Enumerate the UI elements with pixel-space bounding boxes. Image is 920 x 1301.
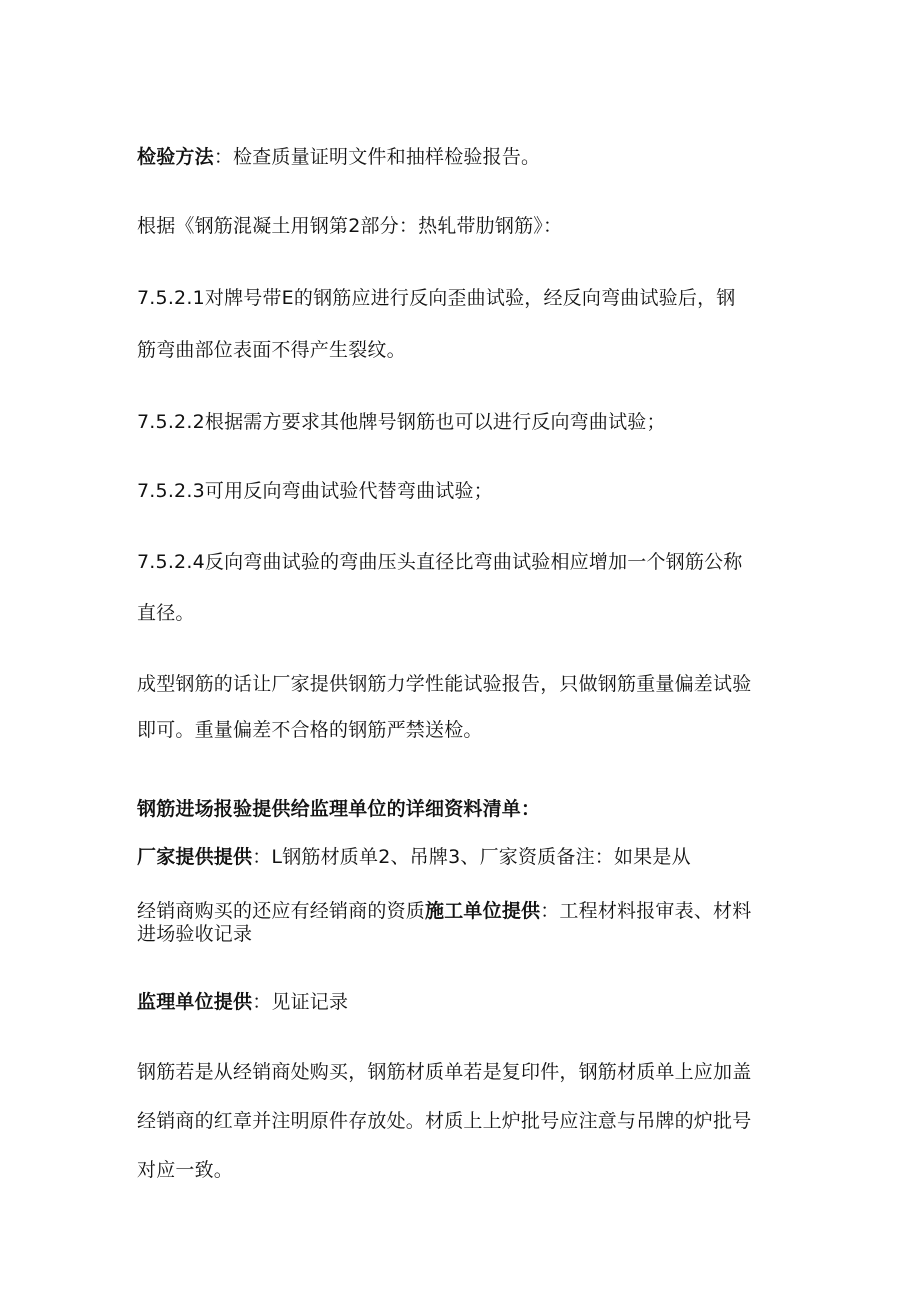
inspection-method-label: 检验方法 <box>137 146 214 168</box>
clause-7523: 7.5.2.3可用反向弯曲试验代替弯曲试验； <box>137 480 493 502</box>
manufacturer-text: ：L钢筋材质单2、吊牌3、厂家资质备注：如果是从 <box>252 846 691 868</box>
supervisor-label: 监理单位提供 <box>137 991 253 1013</box>
manufacturer-line <box>137 845 797 869</box>
contractor-text: ：工程材料报审表、材料 <box>540 900 752 922</box>
formed-rebar-line2: 即可。重量偏差不合格的钢筋严禁送检。 <box>137 719 483 741</box>
clause-7524-line1: 7.5.2.4反向弯曲试验的弯曲压头直径比弯曲试验相应增加一个钢筋公称 <box>137 551 743 573</box>
dealer-note-line2: 经销商的红章并注明原件存放处。材质上上炉批号应注意与吊牌的炉批号 <box>137 1110 752 1132</box>
formed-rebar-line1: 成型钢筋的话让厂家提供钢筋力学性能试验报告，只做钢筋重量偏差试验 <box>137 673 752 695</box>
inspection-method-text: ：检查质量证明文件和抽样检验报告。 <box>213 146 541 168</box>
manufacturer-label: 厂家提供提供 <box>137 846 253 868</box>
clause-7521-line1: 7.5.2.1对牌号带E的钢筋应进行反向歪曲试验，经反向弯曲试验后，钢 <box>137 287 736 309</box>
contractor-text-line2: 进场验收记录 <box>137 923 253 945</box>
supervisor-text: ：见证记录 <box>252 991 349 1013</box>
dealer-contractor-line <box>137 899 797 923</box>
clause-7522: 7.5.2.2根据需方要求其他牌号钢筋也可以进行反向弯曲试验； <box>137 411 666 433</box>
supervisor-line <box>137 990 797 1014</box>
inspection-method-line <box>137 145 797 169</box>
material-list-heading: 钢筋进场报验提供给监理单位的详细资料清单： <box>137 798 541 820</box>
dealer-note-line3: 对应一致。 <box>137 1159 234 1181</box>
clause-7521-line2: 筋弯曲部位表面不得产生裂纹。 <box>137 339 406 361</box>
contractor-label: 施工单位提供 <box>425 900 541 922</box>
dealer-note-line1: 钢筋若是从经销商处购买，钢筋材质单若是复印件，钢筋材质单上应加盖 <box>137 1061 752 1083</box>
dealer-qualification-text: 经销商购买的还应有经销商的资质 <box>137 900 426 922</box>
clause-7524-line2: 直径。 <box>137 602 195 624</box>
standard-reference: 根据《钢筋混凝土用钢第2部分：热轧带肋钢筋》： <box>137 215 563 237</box>
